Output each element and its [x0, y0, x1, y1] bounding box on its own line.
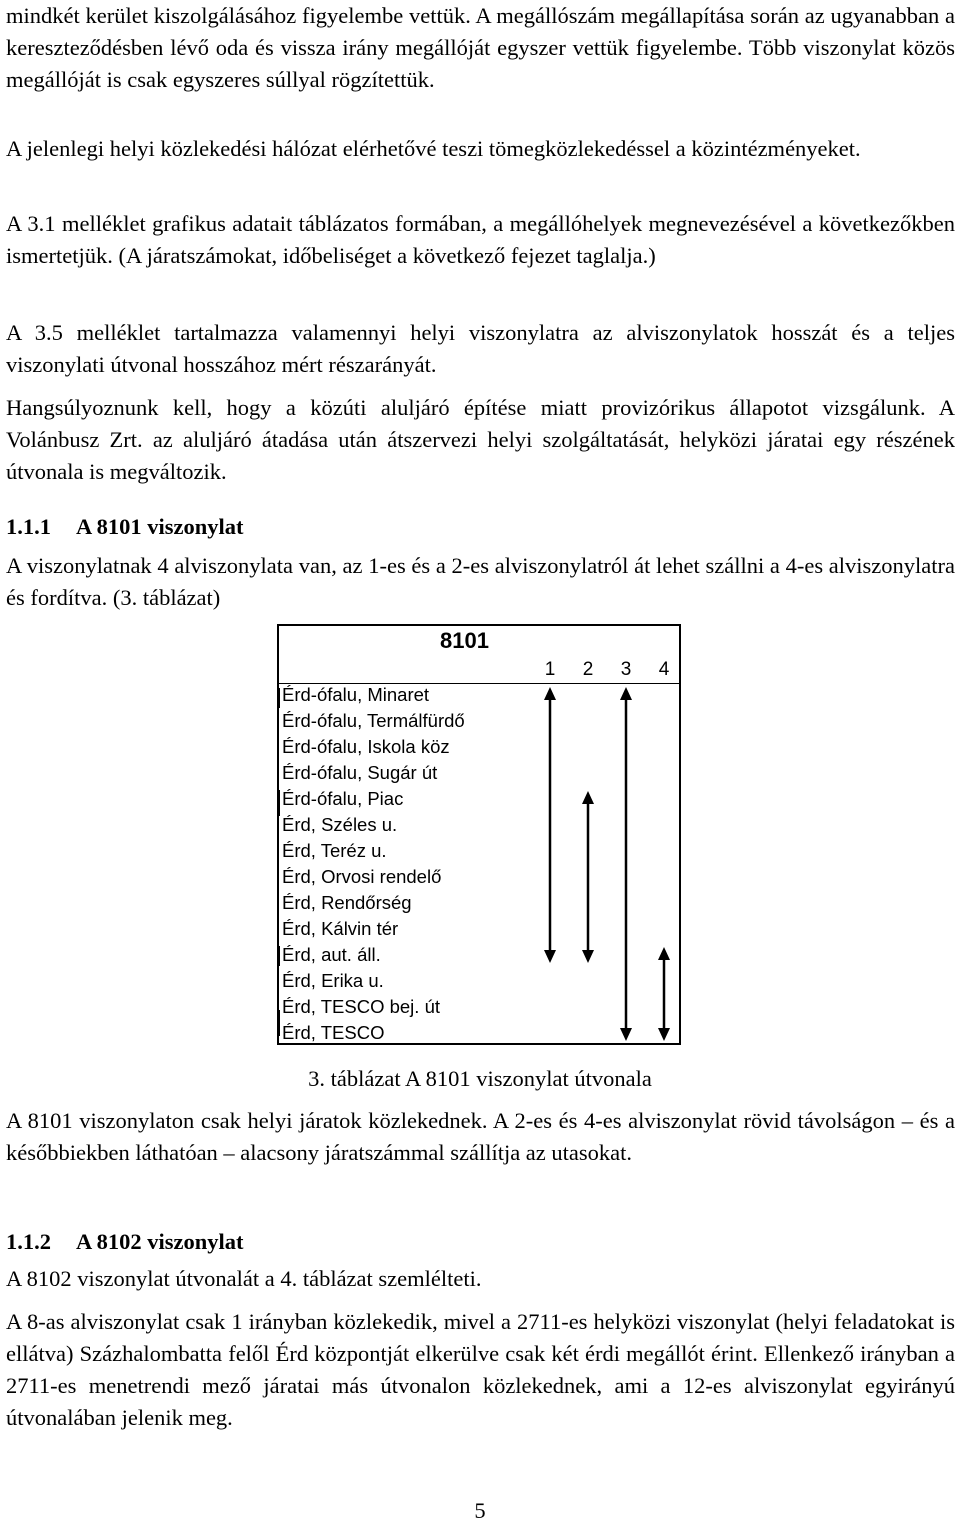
section-number: 1.1.1	[6, 514, 51, 539]
route-number: 8101	[440, 628, 489, 653]
section-number: 1.1.2	[6, 1229, 51, 1254]
stop-name: Érd-ófalu, Piac	[282, 788, 404, 809]
table-caption: 3. táblázat A 8101 viszonylat útvonala	[308, 1066, 652, 1091]
arrowhead-down	[620, 1028, 632, 1041]
subroute-arrows	[277, 624, 681, 1045]
stop-name: Érd, Teréz u.	[282, 840, 387, 861]
arrowhead-down	[582, 950, 594, 963]
paragraph-annex-3-1: A 3.1 melléklet grafikus adatait táblázatos formában, a megállóhelyek megnevezésével a következőkben ismertetjük. (A járatszámokat, időbeliséget a következő fejezet taglalja.)	[6, 211, 955, 268]
stop-name: Érd, TESCO	[282, 1022, 385, 1043]
stop-name: Érd-ófalu, Iskola köz	[282, 736, 450, 757]
arrowhead-up	[620, 687, 632, 700]
stop-name: Érd-ófalu, Sugár út	[282, 762, 438, 783]
arrowhead-up	[658, 947, 670, 960]
section-heading-8101	[6, 511, 244, 543]
paragraph-local-only: A 8101 viszonylaton csak helyi járatok közlekednek. A 2-es és 4-es alviszonylat rövid távolságon – és a későbbiekben láthatóan – alacsony járatszámmal szállítja az utasokat.	[6, 1108, 955, 1165]
paragraph-8102-table-ref: A 8102 viszonylat útvonalát a 4. táblázat szemlélteti.	[6, 1266, 482, 1291]
paragraph-subroutes-8101: A viszonylatnak 4 alviszonylata van, az 1-es és a 2-es alviszonylatról át lehet szállni a 4-es alviszonylatra és fordítva. (3. táblázat)	[6, 553, 955, 610]
paragraph-provisional-state: Hangsúlyoznunk kell, hogy a közúti aluljáró építése miatt provizórikus állapotot vizsgálunk. A Volánbusz Zrt. az aluljáró átadása után átszervezi helyi szolgáltatását, helyközi járatai egy részének útvonala is megváltozik.	[6, 395, 955, 484]
stop-name: Érd, aut. áll.	[282, 944, 381, 965]
arrowhead-up	[544, 687, 556, 700]
stop-name: Érd, Erika u.	[282, 970, 384, 991]
stop-name: Érd, Kálvin tér	[282, 918, 399, 939]
arrowhead-down	[658, 1028, 670, 1041]
section-title: A 8102 viszonylat	[76, 1229, 244, 1254]
stop-name: Érd, Rendőrség	[282, 892, 412, 913]
arrowhead-up	[582, 791, 594, 804]
subroute-header: 1	[544, 659, 556, 680]
paragraph-subroute-8: A 8-as alviszonylat csak 1 irányban közlekedik, mivel a 2711-es helyközi viszonylat (helyi feladatokat is ellátva) Százhalombatta felől Érd központját elkerülve csak két érdi megállót érint. Ellenkező irányban a 2711-es menetrendi mező járatai más útvonalon közlekednek, ami a 12-es alviszonylat egyirányú útvonalában jelenik meg.	[6, 1309, 955, 1430]
stop-name: Érd, Széles u.	[282, 814, 398, 835]
paragraph-stop-counting: mindkét kerület kiszolgálásához figyelembe vettük. A megállószám megállapítása során az ugyanabban a kereszteződésben lévő oda és vissza irány megállóját egyszer vettük figyelembe. Több viszonylat közös megállóját is csak egyszeres súllyal rögzítettük.	[6, 3, 955, 92]
stop-name: Érd-ófalu, Termálfürdő	[282, 710, 465, 731]
subroute-header: 3	[620, 659, 632, 680]
section-heading-8102	[6, 1226, 244, 1258]
subroute-header: 4	[658, 659, 670, 680]
paragraph-annex-3-5: A 3.5 melléklet tartalmazza valamennyi helyi viszonylatra az alviszonylatok hosszát és a teljes viszonylati útvonal hosszához mért részarányát.	[6, 320, 955, 377]
stop-name: Érd, Orvosi rendelő	[282, 866, 442, 887]
subroute-header: 2	[582, 659, 594, 680]
arrowhead-down	[544, 950, 556, 963]
page-number: 5	[474, 1498, 486, 1523]
stop-name: Érd, TESCO bej. út	[282, 996, 440, 1017]
section-title: A 8101 viszonylat	[76, 514, 244, 539]
paragraph-network-access: A jelenlegi helyi közlekedési hálózat elérhetővé teszi tömegközlekedéssel a közintézményeket.	[6, 136, 861, 161]
stop-name: Érd-ófalu, Minaret	[282, 684, 430, 705]
